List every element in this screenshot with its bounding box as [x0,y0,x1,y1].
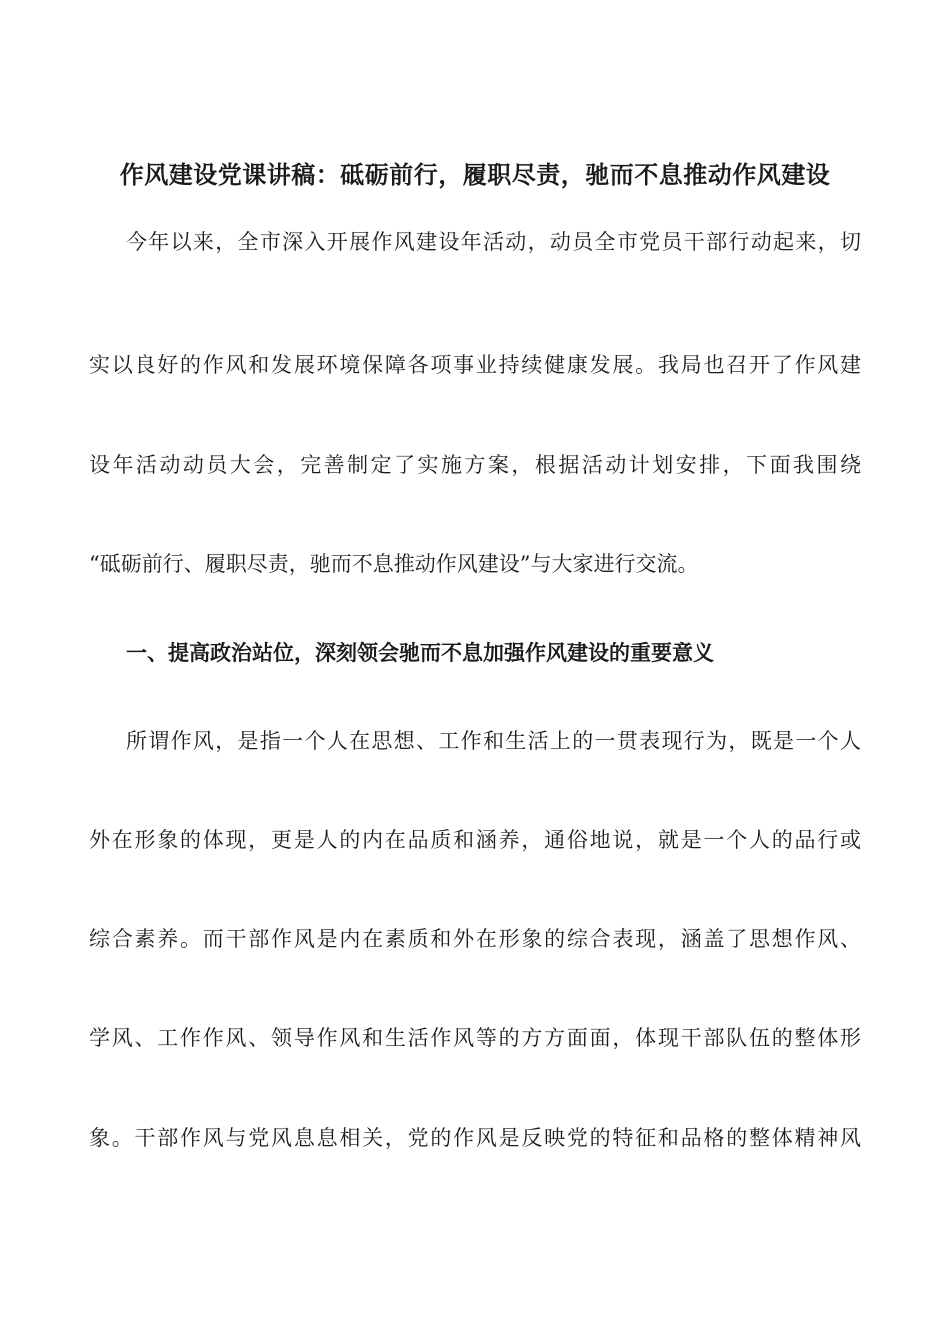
document-title: 作风建设党课讲稿：砥砺前行，履职尽责，驰而不息推动作风建设 [119,160,831,189]
paragraph-2-line-4: 学风、工作作风、领导作风和生活作风等的方方面面，体现干部队伍的整体形 [89,1026,861,1050]
paragraph-2-line-2: 外在形象的体现，更是人的内在品质和涵养，通俗地说，就是一个人的品行或 [89,828,861,852]
paragraph-2-line-3: 综合素养。而干部作风是内在素质和外在形象的综合表现，涵盖了思想作风、 [89,927,861,951]
paragraph-1-line-3: 设年活动动员大会，完善制定了实施方案，根据活动计划安排，下面我围绕 [89,453,861,477]
paragraph-1-line-4: “砥砺前行、履职尽责，驰而不息推动作风建设”与大家进行交流。 [89,552,699,576]
paragraph-1-line-2: 实以良好的作风和发展环境保障各项事业持续健康发展。我局也召开了作风建 [89,353,861,377]
paragraph-2-line-1: 所谓作风，是指一个人在思想、工作和生活上的一贯表现行为，既是一个人 [126,729,861,753]
paragraph-1-line-1: 今年以来，全市深入开展作风建设年活动，动员全市党员干部行动起来，切 [126,230,861,254]
section-heading-1: 一、提高政治站位，深刻领会驰而不息加强作风建设的重要意义 [126,640,714,665]
paragraph-2-line-5: 象。干部作风与党风息息相关，党的作风是反映党的特征和品格的整体精神风 [89,1126,861,1150]
